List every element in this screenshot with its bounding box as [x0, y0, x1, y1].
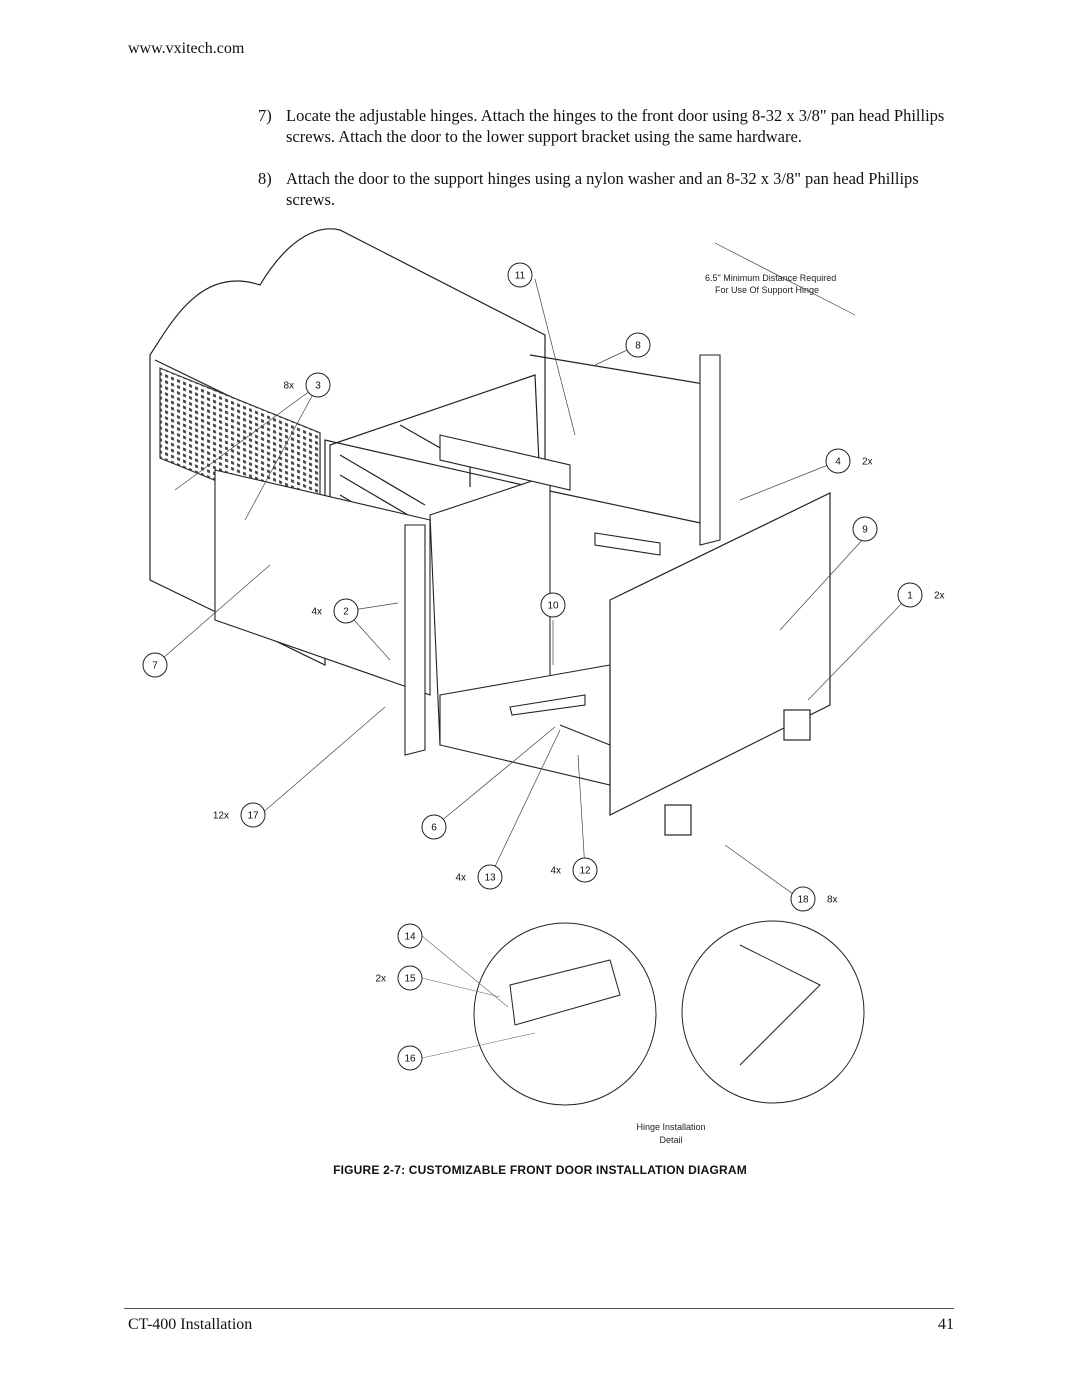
callout-number-3: 3: [315, 380, 321, 392]
callout-number-18: 18: [797, 894, 809, 906]
callout-quantity-13: 4x: [455, 872, 466, 884]
callout-number-9: 9: [862, 524, 868, 536]
callout-number-16: 16: [404, 1053, 416, 1065]
callout-number-2: 2: [343, 606, 349, 618]
header-url: www.vxitech.com: [128, 40, 245, 57]
callout-quantity-3: 8x: [283, 380, 294, 392]
callout-quantity-18: 8x: [827, 894, 838, 906]
step-text: Attach the door to the support hinges using a nylon washer and an 8-32 x 3/8" pan head Phillips screws.: [286, 169, 919, 209]
detail-line-1: Hinge Installation: [636, 1122, 706, 1132]
callout-number-6: 6: [431, 822, 437, 834]
callout-quantity-2: 4x: [311, 606, 322, 618]
callout-quantity-15: 2x: [375, 973, 386, 985]
footer-title: CT-400 Installation: [128, 1316, 253, 1333]
callout-number-7: 7: [152, 660, 158, 672]
callout-number-11: 11: [514, 270, 526, 282]
installation-diagram: [140, 225, 960, 1145]
callout-number-12: 12: [579, 865, 591, 877]
diagram-svg: [140, 225, 960, 1145]
footer-rule: [124, 1308, 954, 1309]
page-number: 41: [938, 1316, 954, 1333]
callout-quantity-17: 12x: [212, 810, 229, 822]
note-line-2: For Use Of Support Hinge: [715, 285, 820, 295]
step-number: 8): [258, 169, 272, 188]
callout-quantity-12: 4x: [550, 865, 561, 877]
callout-number-8: 8: [635, 340, 641, 352]
callout-quantity-1: 2x: [934, 590, 945, 602]
callout-number-10: 10: [547, 600, 559, 612]
step-text: Locate the adjustable hinges. Attach the hinges to the front door using 8-32 x 3/8" pan head Phillips screws. Attach the door to the lower support bracket using the same hardware.: [286, 106, 945, 146]
callout-number-15: 15: [404, 973, 416, 985]
detail-line-2: Detail: [659, 1135, 683, 1145]
detail-circles: [474, 921, 864, 1105]
callout-number-14: 14: [404, 931, 416, 943]
callout-number-4: 4: [835, 456, 841, 468]
callout-number-13: 13: [484, 872, 496, 884]
note-line-1: 6.5" Minimum Distance Required: [705, 273, 837, 283]
figure-caption: FIGURE 2-7: CUSTOMIZABLE FRONT DOOR INSTALLATION DIAGRAM: [333, 1163, 747, 1177]
callout-quantity-4: 2x: [862, 456, 873, 468]
callout-number-17: 17: [247, 810, 259, 822]
callout-number-1: 1: [907, 590, 913, 602]
step-number: 7): [258, 106, 272, 125]
door-panel-drawing: [610, 493, 830, 835]
